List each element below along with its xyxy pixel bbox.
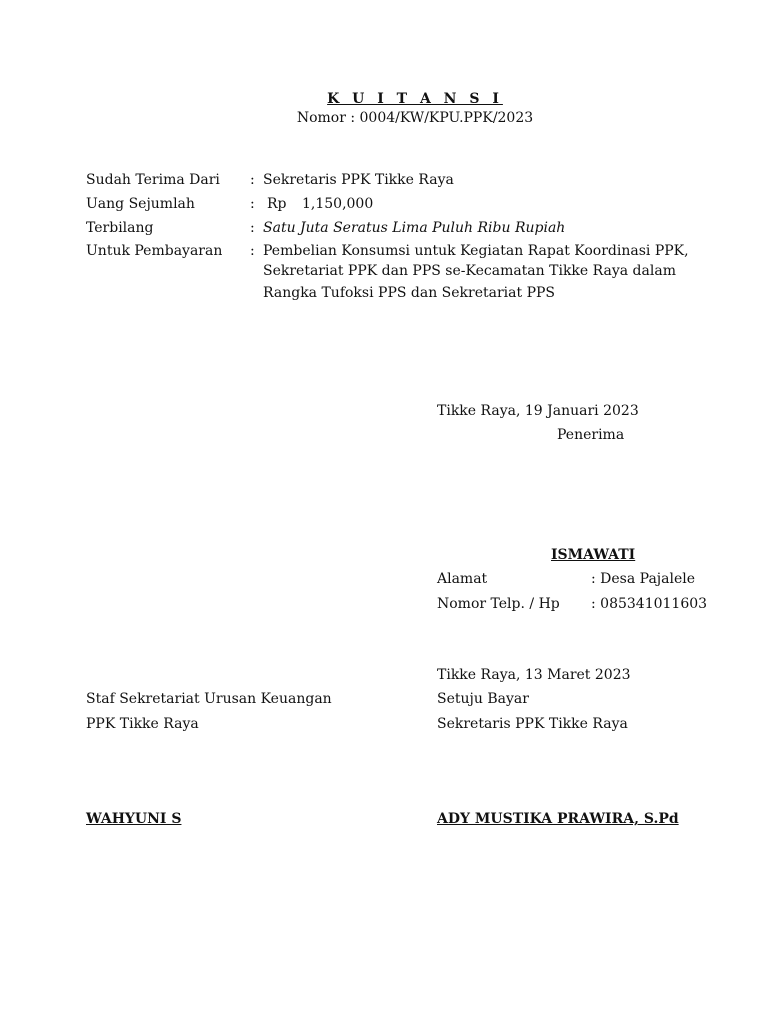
purpose-line-3: Rangka Tufoksi PPS dan Sekretariat PPS <box>263 285 556 301</box>
recipient-address-value: : Desa Pajalele <box>591 571 696 587</box>
recipient-name: ISMAWATI <box>551 547 636 563</box>
amount-colon: : <box>250 196 255 212</box>
recipient-address-label: Alamat <box>437 571 488 587</box>
receipt-title: K U I T A N S I <box>327 91 503 107</box>
received-from-label: Sudah Terima Dari <box>86 172 220 188</box>
approval-place-date: Tikke Raya, 13 Maret 2023 <box>437 667 631 683</box>
right-signatory-title-1: Setuju Bayar <box>437 691 529 707</box>
left-signatory-title-1: Staf Sekretariat Urusan Keuangan <box>86 691 332 707</box>
purpose-line-2: Sekretariat PPK dan PPS se-Kecamatan Tikke Raya dalam <box>263 263 676 279</box>
recipient-phone-value: : 085341011603 <box>591 596 708 612</box>
left-signatory-name: WAHYUNI S <box>86 811 182 827</box>
purpose-label: Untuk Pembayaran <box>86 243 223 259</box>
purpose-colon: : <box>250 243 255 259</box>
right-signatory-name: ADY MUSTIKA PRAWIRA, S.Pd <box>437 811 679 827</box>
spelled-colon: : <box>250 220 255 236</box>
recipient-place-date: Tikke Raya, 19 Januari 2023 <box>437 403 639 419</box>
left-signatory-title-2: PPK Tikke Raya <box>86 716 199 732</box>
purpose-line-1: Pembelian Konsumsi untuk Kegiatan Rapat Koordinasi PPK, <box>263 243 689 259</box>
recipient-role: Penerima <box>557 427 625 443</box>
received-from-value: Sekretaris PPK Tikke Raya <box>263 172 454 188</box>
amount-currency: Rp <box>267 196 287 212</box>
spelled-value: Satu Juta Seratus Lima Puluh Ribu Rupiah <box>263 220 566 236</box>
receipt-number: Nomor : 0004/KW/KPU.PPK/2023 <box>296 110 534 126</box>
recipient-phone-label: Nomor Telp. / Hp <box>437 596 560 612</box>
amount-value: 1,150,000 <box>302 196 374 212</box>
received-from-colon: : <box>250 172 255 188</box>
spelled-label: Terbilang <box>86 220 154 236</box>
right-signatory-title-2: Sekretaris PPK Tikke Raya <box>437 716 628 732</box>
amount-label: Uang Sejumlah <box>86 196 195 212</box>
